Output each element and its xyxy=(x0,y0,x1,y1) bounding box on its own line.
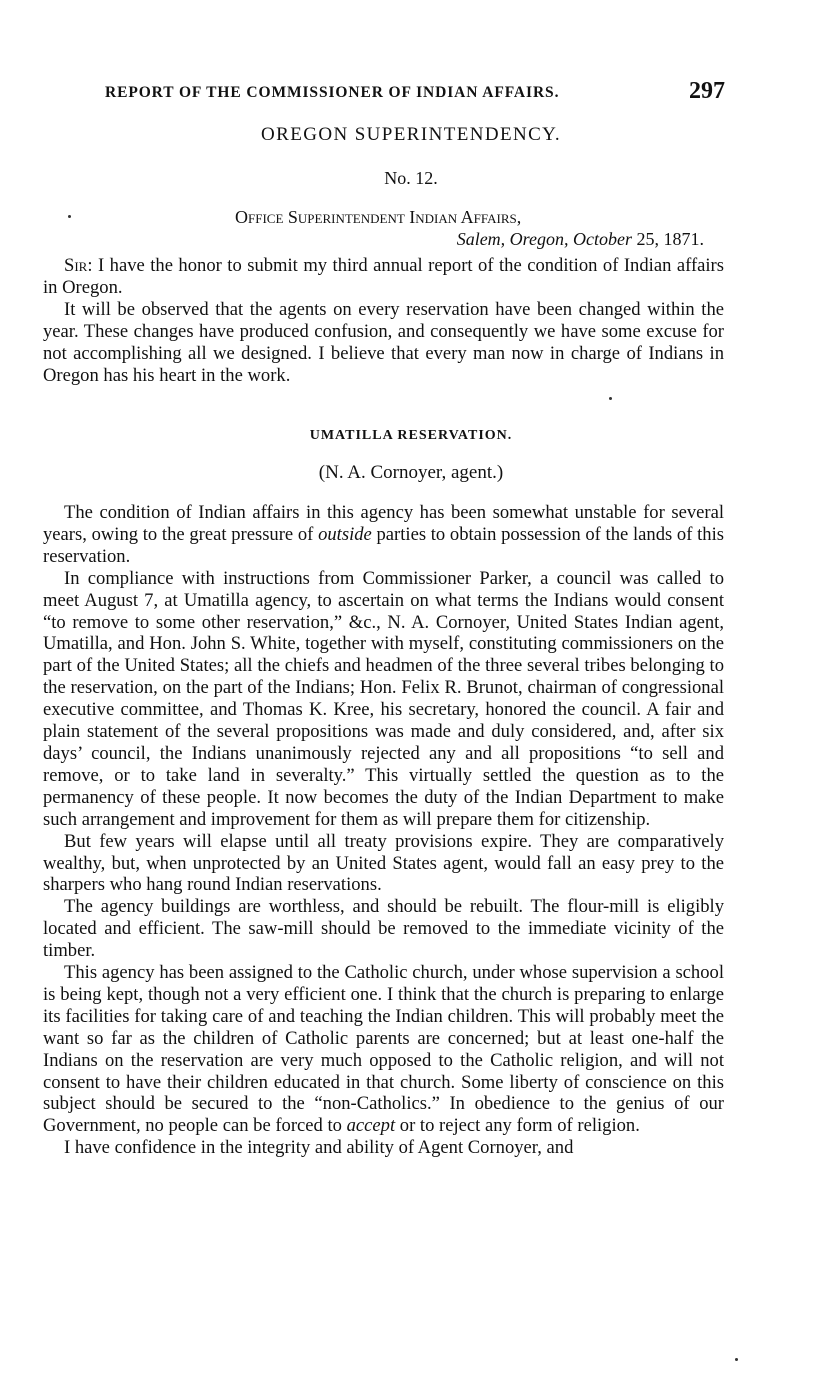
letter-paragraph-1-text: I have the honor to submit my third annual report of the condition of Indian affairs in Oregon. xyxy=(43,255,724,298)
section-paragraph-4: The agency buildings are worthless, and should be rebuilt. The flour-mill is eligibly located and efficient. The saw-mill should be removed to the immediate vicinity of the timber. xyxy=(43,896,724,962)
section-paragraph-1-text-a: The condition of Indian affairs in this agency has been somewhat unstable for several years, owing to the great pressure of xyxy=(43,502,724,545)
section-paragraph-2: In compliance with instructions from Commissioner Parker, a council was called to meet August 7, at Umatilla agency, to ascertain on what terms the Indians would consent “to remove to some other reservation,” &c., N. A. Cornoyer, United States Indian agent, Umatilla, and Hon. John S. White, together with myself, constituting commissioners on the part of the United States; all the chiefs and headmen of the three several tribes belonging to the reservation, on the part of the Indians; Hon. Felix R. Brunot, chairman of congressional executive committee, and Thomas K. Kree, his secretary, honored the council. A fair and plain statement of the several propositions was made and duly considered, and, after six days’ council, the Indians unanimously rejected any and all propositions “to sell and remove, or to take land in severalty.” This virtually settled the question as to the permanency of these people. It now becomes the duty of the Indian Department to make such arrangement and improvement for them as will prepare them for citizenship. xyxy=(43,567,724,830)
section-paragraph-5-text-a: This agency has been assigned to the Catholic church, under whose supervision a school is being kept, though not a very efficient one. I think that the church is preparing to enlarge its facilities for taking care of and teaching the Indian children. This will probably meet the want so far as the children of Catholic parents are concerned; but at least one-half the Indians on the reservation are very much opposed to the Catholic religion, and will not consent to have their children educated in that church. Some liberty of conscience on this subject should be secured to the “non-Catholics.” In obedience to the genius of our Government, no people can be forced to xyxy=(43,962,724,1137)
section-paragraph-1 xyxy=(43,502,724,568)
letter-body xyxy=(43,255,724,386)
dateline-place: Salem, Oregon, October xyxy=(456,229,632,249)
section-paragraph-5 xyxy=(43,962,724,1137)
print-speck xyxy=(735,1358,738,1361)
salutation: Sir: xyxy=(64,255,93,276)
section-agent: (N. A. Cornoyer, agent.) xyxy=(318,462,504,483)
emphasis-outside: outside xyxy=(318,523,372,545)
section-paragraph-5-text-b: or to reject any form of religion. xyxy=(399,1115,640,1137)
dateline-date: 25, 1871. xyxy=(636,229,704,249)
section-paragraph-6: I have confidence in the integrity and ability of Agent Cornoyer, and xyxy=(64,1137,574,1159)
dateline xyxy=(457,229,704,250)
running-title: REPORT OF THE COMMISSIONER OF INDIAN AFFAIRS. xyxy=(105,84,560,101)
running-head xyxy=(105,78,725,108)
section-body xyxy=(43,502,724,1159)
section-title: UMATILLA RESERVATION. xyxy=(309,428,513,443)
print-speck xyxy=(609,397,612,400)
print-speck xyxy=(68,215,71,218)
letter-paragraph-1 xyxy=(43,255,724,299)
letter-paragraph-2: It will be observed that the agents on every reservation have been changed within the year. These changes have produced confusion, and consequently we have some excuse for not accomplishing all we designed. I believe that every man now in charge of Indians in Oregon has his heart in the work. xyxy=(43,298,724,386)
page-number: 297 xyxy=(689,78,725,104)
section-paragraph-1-text-b: parties to obtain possession of the lands of this reservation. xyxy=(43,523,724,567)
office-line: Office Superintendent Indian Affairs, xyxy=(235,207,522,227)
superintendency-title: OREGON SUPERINTENDENCY. xyxy=(261,124,561,145)
document-number: No. 12. xyxy=(384,168,438,188)
emphasis-accept: accept xyxy=(346,1115,396,1137)
section-paragraph-3: But few years will elapse until all treaty provisions expire. They are comparatively wealthy, but, when unprotected by an United States agent, would fall an easy prey to the sharpers who hang round Indian reservations. xyxy=(43,830,724,896)
